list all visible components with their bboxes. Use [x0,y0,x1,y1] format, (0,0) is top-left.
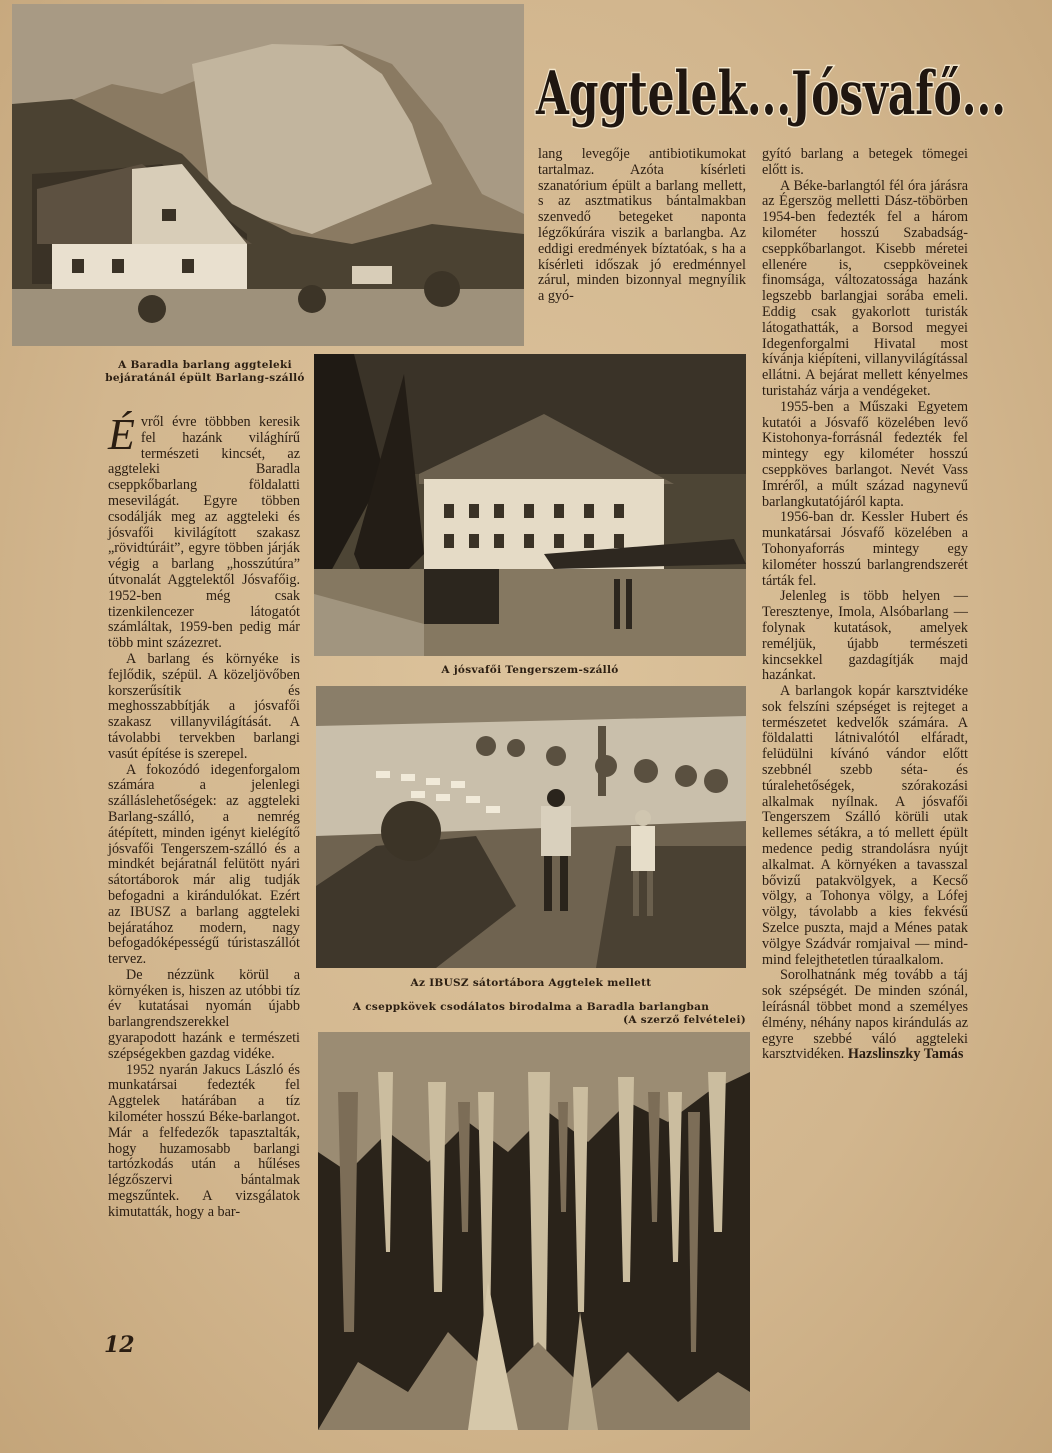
col2-paragraph: lang levegője antibiotikumokat tartalmaz. Azóta kísérleti szanatórium épült a barlang mellett, s az asztmatikus bántalmakban szenvedő betegeket naponta légzőkúrára viszik a barlangba. Az eddigi eredmények bíztatóak, s ha a kísérleti időszak jó eredménnyel zárul, minden bizonnyal megnyílik a gyó- [538,146,746,305]
col3-paragraph-5: Jelenleg is több helyen — Teresztenye, Imola, Alsóbarlang — folynak kutatások, amelyek reméljük, újabb természeti kincsekkel gazdagítják majd hazánkat. [762,588,968,684]
photo-satortabor [316,686,746,968]
photo-barlang-szallo [12,4,524,346]
col3-paragraph-1: gyító barlang a betegek tömegei előtt is. [762,146,968,178]
col1-paragraph-3: A fokozódó idegenforgalom számára a jelenlegi szálláslehetőségek: az aggteleki Barlang-szálló, a nemrég átépített, minden igényt kielégítő jósvafői Tengerszem-szálló és a mindkét bejáratnál felütött nyári sátortáborok már alig tudják befogadni a kirándulókat. Ezért az IBUSZ a barlang aggteleki bejáratához modern, nagy befogadóképességű túristaszállót tervez. [108,761,300,968]
photo-tengerszem-szallo [314,354,746,656]
caption-cseppkovek: A cseppkövek csodálatos birodalma a Baradla barlangban [352,1001,710,1013]
dropcap: É [108,410,135,459]
photo-cseppkovek [318,1032,750,1430]
svg-text:Aggtelek...Jósvafő...: Aggtelek...Jósvafő... [535,59,1006,129]
col1-paragraph-5: 1952 nyarán Jakucs László és munkatársai fedezték fel Aggtelek határában a tíz kilométer hosszú Béke-barlangot. Már a felfedezők tapasztalták, hogy huzamosabb barlangi tartózkodás után a hűléses légzőszervi bántalmak megszűntek. A vizsgálatok kimutatták, hogy a bar- [108,1061,300,1220]
caption-satortabor: Az IBUSZ sátortábora Aggtelek mellett [410,977,652,989]
col1-paragraph-1: Évről évre többben keresik fel hazánk világhírű természeti kincsét, az aggteleki Baradla cseppkőbarlang földalatti mesevilágát. Egyre többen csodálják meg az aggteleki és jósvafői kivilágított szakasz „rövidtúráit”, egyre többen járják végig a barlang „hosszútúra” útvonalát Aggtelektől Jósvafőig. 1952-ben még csak tizenkilencezer látogatót számláltak, 1959-ben pedig már több mint százezret. [108,410,300,652]
page-number: 12 [104,1332,135,1358]
col3-paragraph-2: A Béke-barlangtól fél óra járásra az Égerszög melletti Dász-töbörben 1954-ben fedezték fel a három kilométer hosszú Szabadság-cseppkőbarlangot. Kisebb méretei ellenére is, cseppköveinek finomsága, változatossága hazánk legszebb barlangjai sorába emeli. Eddig csak gyakorlott turisták látogathatták, a Borsod megyei Idegenforgalmi Hivatal most kívánja kiépíteni, villanyvilágítással ellátni. A bejárat mellett kényelmes turistaház várja a vendégeket. [762,177,968,399]
col3-paragraph-6: A barlangok kopár karsztvidéke sok felszíni szépséget is rejteget a természetet kedvelők számára. A földalatti látnivalótól elfáradt, felüdülni kívánó vándor előtt szebbnél szebb séta- és túralehetőségek, szórakozási alkalmak nyílnak. A jósvafői Tengerszem Szálló körüli utak kellemes sétákra, a tó mellett épült medence pedig strandolásra nyújt alkalmat. A környéken a tavasszal bővizű patakvölgyek, a Kecső völgy, a Tohonya völgy, a Lófej völgy, távolabb a kies fekvésű Szelce puszta, majd a Ménes patak völgye Szádvár romjaival — mind-mind felejthetetlen túraalkalom. [762,683,968,968]
caption-credit: (A szerző felvételei) [623,1014,746,1026]
author-byline: Hazslinszky Tamás [847,1046,964,1063]
col1-paragraph-2: A barlang és környéke is fejlődik, szépül. A közeljövőben korszerűsítik és meghosszabbítják a jósvafői szakasz villanyvilágítását. A távolabbi tervekben barlangi vasút építése is szerepel. [108,650,300,762]
col3-paragraph-3: 1955-ben a Műszaki Egyetem kutatói a Jósvafő közelében levő Kistohonya-forrásnál fedezték fel mintegy egy kilométer hosszú cseppköves barlangot. Nevét Vass Imréről, a múlt század nagynevű barlangkutatójáról kapta. [762,398,968,510]
col3-paragraph-7: Sorolhatnánk még tovább a táj sok szépségét. De minden szónál, leírásnál többet mond a személyes élmény, néhány napos kirándulás az egyre szebbé váló aggteleki karsztvidéken. Hazslinszky Tamás [762,967,968,1063]
col3-paragraph-4: 1956-ban dr. Kessler Hubert és munkatársai Jósvafő közelében a Tohonyaforrás mintegy egy kilométer hosszú barlangrendszerét tárták fel. [762,509,968,589]
col1-paragraph-4: De nézzünk körül a környéken is, hiszen az utóbbi tíz év kutatásai nyomán újabb barlangrendszerekkel gyarapodott hazánk e természeti szépségekben gazdag vidéke. [108,966,300,1062]
caption-tengerszem: A jósvafői Tengerszem-szálló [441,664,619,676]
headline-title [532,44,1012,136]
text-column-3 [762,147,968,1063]
caption-barlang-szallo: A Baradla barlang aggteleki bejáratánál épült Barlang-szálló [105,359,305,384]
text-column-2 [538,147,746,305]
text-column-1 [108,410,300,1221]
